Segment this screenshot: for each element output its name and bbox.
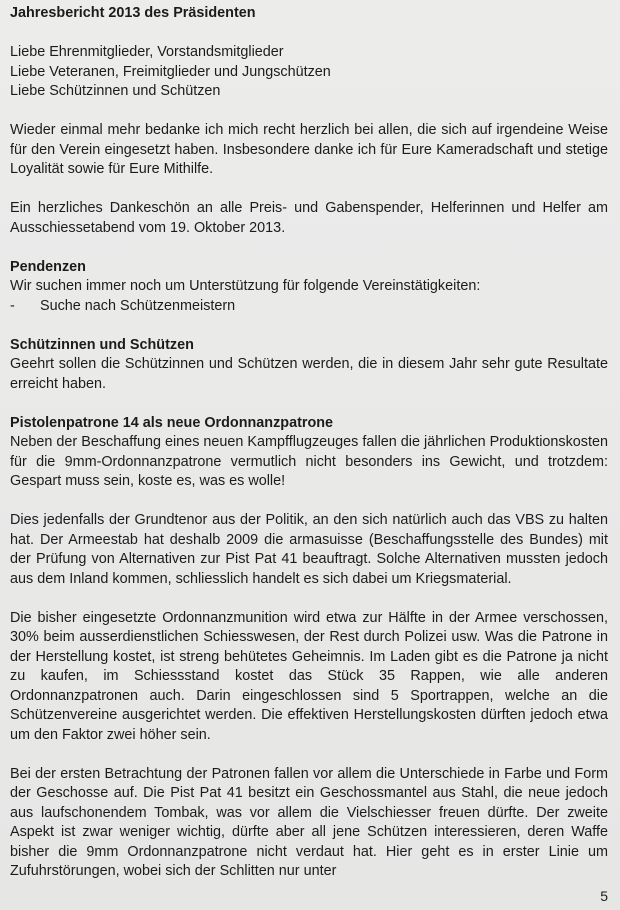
list-item-text: Suche nach Schützenmeistern [40, 297, 236, 314]
section-heading-pendenzen: Pendenzen [10, 258, 86, 275]
pendenzen-text: Wir suchen immer noch um Unterstützung für folgende Vereinstätigkeiten: [10, 278, 481, 294]
bullet-marker: - [10, 297, 15, 314]
body-paragraph: Neben der Beschaffung eines neuen Kampfflugzeuges fallen die jährlichen Produktionskosten für die 9mm-Ordonnanzpatrone vermutlich nicht besonders ins Gewicht, und trotzdem: Gespart muss sein, koste es, was es wolle! [10, 434, 608, 489]
salutation-line: Liebe Veteranen, Freimitglieder und Jungschützen [10, 63, 331, 80]
section-heading-pistolenpatrone: Pistolenpatrone 14 als neue Ordonnanzpatrone [10, 414, 334, 431]
schuetzen-text: Geehrt sollen die Schützinnen und Schützen werden, die in diesem Jahr sehr gute Resultate erreicht haben. [10, 356, 608, 392]
salutation-line: Liebe Ehrenmitglieder, Vorstandsmitglieder [10, 44, 284, 60]
section-heading-schuetzen: Schützinnen und Schützen [10, 336, 194, 353]
salutation-line: Liebe Schützinnen und Schützen [10, 83, 221, 99]
report-title: Jahresbericht 2013 des Präsidenten [10, 5, 256, 21]
list-item [10, 297, 608, 317]
document-body [10, 4, 608, 882]
page-number: 5 [600, 888, 608, 904]
intro-paragraph: Wieder einmal mehr bedanke ich mich recht herzlich bei allen, die sich auf irgendeine Weise für den Verein eingesetzt haben. Insbesondere danke ich für Eure Kameradschaft und stetige Loyalität sowie für Eure Mithilfe. [10, 122, 608, 177]
body-paragraph: Dies jedenfalls der Grundtenor aus der Politik, an den sich natürlich auch das VBS zu halten hat. Der Armeestab hat deshalb 2009 die armasuisse (Beschaffungsstelle des Bundes) mit der Prüfung von Alternativen zur Pist Pat 41 beauftragt. Solche Alternativen mussten jedoch aus dem Inland kommen, schliesslich handelt es sich dabei um Kriegsmaterial. [10, 512, 608, 587]
intro-paragraph: Ein herzliches Dankeschön an alle Preis- und Gabenspender, Helferinnen und Helfer am Ausschiessetabend vom 19. Oktober 2013. [10, 200, 608, 236]
body-paragraph: Die bisher eingesetzte Ordonnanzmunition wird etwa zur Hälfte in der Armee verschossen, 30% beim ausserdienstlichen Schiesswesen, der Rest durch Polizei usw. Was die Patrone in der Herstellung kostet, ist streng behütetes Geheimnis. Im Laden gibt es die Patrone ja nicht zu kaufen, im Schiessstand kostet das Stück 35 Rappen, wie alle anderen Ordonnanzpatronen auch. Darin eingeschlossen sind 5 Sportrappen, welche an die Schützenvereine ausgerichtet werden. Die effektiven Herstellungskosten dürften jedoch etwa um den Faktor zwei höher sein. [10, 609, 608, 743]
body-paragraph: Bei der ersten Betrachtung der Patronen fallen vor allem die Unterschiede in Farbe und Form der Geschosse auf. Die Pist Pat 41 besitzt ein Geschossmantel aus Stahl, die neue jedoch aus laufschonendem Tombak, was vor allem die Vielschiesser freuen dürfte. Der zweite Aspekt ist zwar weniger wichtig, dürfte aber all jene Schützen interessieren, deren Waffe bisher die 9mm Ordonnanzpatrone nicht verdaut hat. Hier geht es in erster Linie um Zufuhrstörungen, wobei sich der Schlitten nur unter [10, 765, 608, 879]
